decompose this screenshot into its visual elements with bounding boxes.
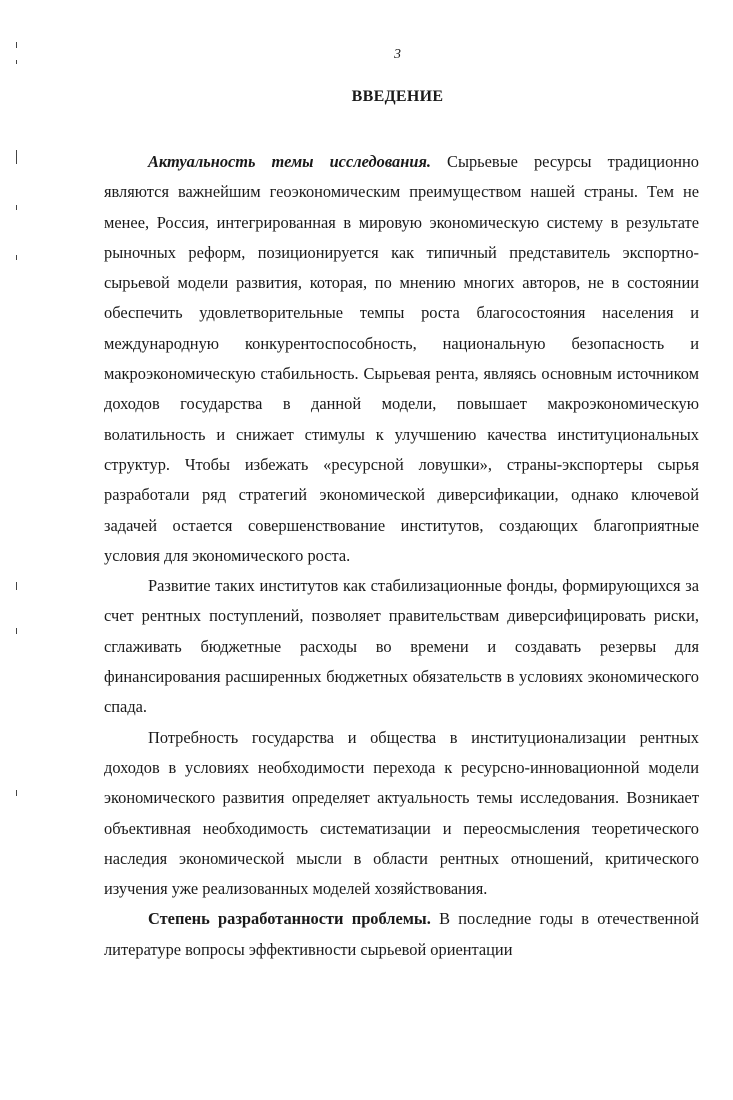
body-text (104, 147, 699, 965)
scan-artifact (16, 150, 17, 164)
section-heading: ВВЕДЕНИЕ (351, 88, 444, 105)
paragraph-relevance (104, 147, 699, 571)
scan-artifact (16, 790, 17, 796)
page-number: 3 (394, 47, 401, 62)
scan-artifact (16, 628, 17, 634)
paragraph-body: Сырьевые ресурсы традиционно являются важнейшим геоэкономическим преимуществом нашей страны. Тем не менее, Россия, интегрированная в мировую экономическую систему в результате рыночных реформ, позиционируется как типичный представитель экспортно-сырьевой модели развития, которая, по мнению многих авторов, не в состоянии обеспечить удовлетворительные темпы роста благосостояния населения и международную конкурентоспособность, национальную безопасность и макроэкономическую стабильность. Сырьевая рента, являясь основным источником доходов государства в данной модели, повышает макроэкономическую волатильность и снижает стимулы к улучшению качества институциональных структур. Чтобы избежать «ресурсной ловушки», страны-экспортеры сырья разработали ряд стратегий экономической диверсификации, однако ключевой задачей остается совершенствование институтов, создающих благоприятные условия для экономического роста. (104, 152, 699, 565)
scan-artifact (16, 582, 17, 590)
paragraph-need: Потребность государства и общества в институционализации рентных доходов в условиях необходимости перехода к ресурсно-инновационной модели экономического развития определяет актуальность темы исследования. Возникает объективная необходимость систематизации и переосмысления теоретического наследия экономической мысли в области рентных отношений, критического изучения уже реализованных моделей хозяйствования. (104, 727, 699, 899)
paragraph-body: В последние годы в отечественной литературе вопросы эффективности сырьевой ориентации (104, 909, 699, 959)
paragraph-lead: Степень разработанности проблемы. (148, 909, 431, 929)
paragraph-development: Развитие таких институтов как стабилизационные фонды, формирующихся за счет рентных поступлений, позволяет правительствам диверсифицировать риски, сглаживать бюджетные расходы во времени и создавать резервы для финансирования расширенных бюджетных обязательств в условиях экономического спада. (104, 576, 699, 717)
scan-artifact (16, 255, 17, 260)
scan-artifact (16, 205, 17, 210)
paragraph-lead: Актуальность темы исследования. (148, 152, 432, 171)
paragraph-degree (104, 904, 699, 965)
